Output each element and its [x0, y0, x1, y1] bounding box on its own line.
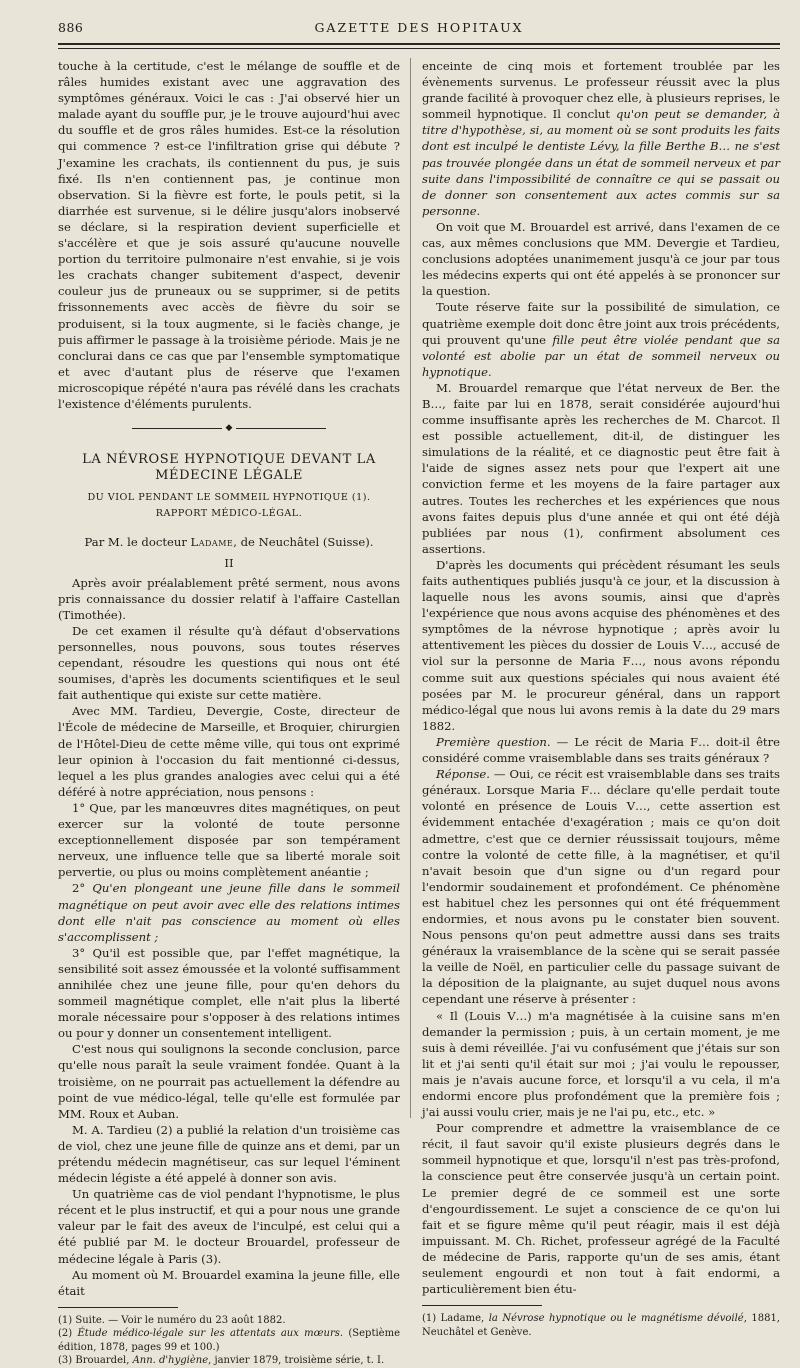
paragraph: Première question. — Le récit de Maria F… doit-il être considéré comme vraisemblable dans ses traits généraux ?: [422, 734, 780, 766]
right-column: [422, 58, 780, 1339]
column-divider: [410, 58, 411, 1118]
footnote: (1) Suite. — Voir le numéro du 23 août 1882.: [58, 1314, 286, 1326]
left-column: [58, 58, 400, 1368]
paragraph: D'après les documents qui précèdent résumant les seuls faits authentiques publiés jusqu'à ce jour, et la discussion à laquelle nous les avons soumis, ainsi que d'après l'expérience que nous avons acquise des phénomènes et des symptômes de la névrose hypnotique ; après avoir lu attentivement les pièces du dossier de Louis V…, accusé de viol sur la personne de Maria F…, nous avons répondu comme suit aux questions spéciales qui nous avaient été posées par M. le procureur général, dans un rapport médico-légal que nous lui avons remis à la date du 29 mars 1882.: [422, 557, 780, 733]
paragraph: M. Brouardel remarque que l'état nerveux de Ber. the B…, faite par lui en 1878, serait considérée aujourd'hui comme insuffisante après les recherches de M. Charcot. Il est possible actuellement, dit-il, de distinguer les simulations de la réalité, et ce diagnostic peut être fait à l'aide de signes assez nets pour que l'expert ait une conviction ferme et les moyens de la faire partager aux autres. Toutes les recherches et les expériences que nous avons faites depuis plus d'une année et qui ont été déjà publiées par nous (1), confirment absolument ces assertions.: [422, 380, 780, 556]
footnote-rule: [58, 1307, 178, 1308]
paragraph: Toute réserve faite sur la possibilité de simulation, ce quatrième exemple doit donc être joint aux trois précédents, qui prouvent qu'une fille peut être violée pendant que sa volonté est abolie par un état de sommeil nerveux ou hypnotique.: [422, 300, 780, 379]
author-name: Ladame: [190, 535, 234, 550]
quotation: « Il (Louis V…) m'a magnétisée à la cuisine sans m'en demander la permission ; puis, à un certain moment, je me suis à demi réveillée. J'ai vu confusément que j'étais sur son lit et j'ai senti qu'il était sur moi ; j'ai voulu le repousser, mais je n'avais aucune force, et lorsqu'il a vu cela, il m'a endormi encore plus profondément que la première fois ; j'ai aussi voulu crier, mais je ne l'ai pu, etc., etc. »: [422, 1008, 780, 1120]
paragraph: On voit que M. Brouardel est arrivé, dans l'examen de ce cas, aux mêmes conclusions que MM. Devergie et Tardieu, conclusions adoptées unanimement jusqu'à ce jour par tous les médecins experts qui ont été appelés à se prononcer sur la question.: [422, 219, 780, 299]
byline: Par M. le docteur Ladame, de Neuchâtel (Suisse).: [84, 535, 374, 550]
paragraph: De cet examen il résulte qu'à défaut d'observations personnelles, nous pouvons, sous toutes réserves cependant, résoudre les questions qui nous ont été soumises, d'après les documents scientifiques et le seul fait authentique qui existe sur cette matière.: [58, 623, 400, 703]
footnote-rule: [422, 1305, 542, 1306]
paragraph: enceinte de cinq mois et fortement troublée par les évènements survenus. Le professeur réussit avec la plus grande facilité à provoquer chez elle, à plusieurs reprises, le sommeil hypnotique. Il conclut qu'on peut se demander, à titre d'hypothèse, si, au moment où se sont produits les faits dont est inculpé le dentiste Lévy, la fille Berthe B… ne s'est pas trouvée plongée dans un état de sommeil nerveux et par suite dans l'impossibilité de connaître ce qui se passait ou de donner son consentement aux actes commis sur sa personne.: [422, 59, 780, 218]
diamond-ornament-icon: ◆: [225, 423, 233, 434]
paragraph: Au moment où M. Brouardel examina la jeune fille, elle était: [58, 1267, 400, 1298]
paragraph: 3° Qu'il est possible que, par l'effet magnétique, la sensibilité soit assez émoussée et la volonté suffisamment annihilée chez une jeune fille, pour qu'en dehors du sommeil magnétique complet, elle n'ait plus la liberté morale nécessaire pour s'opposer à des relations intimes ou pour y donner un consentement intelligent.: [58, 945, 400, 1041]
page-number: 886: [58, 20, 84, 35]
article-subtitle: DU VIOL PENDANT LE SOMMEIL HYPNOTIQUE (1).: [87, 492, 371, 504]
footnote: (1) Ladame, la Névrose hypnotique ou le magnétisme dévoilé, 1881, Neuchâtel et Genève.: [422, 1313, 780, 1338]
section-number: II: [224, 555, 234, 570]
page-header: [58, 20, 780, 42]
paragraph: Pour comprendre et admettre la vraisemblance de ce récit, il faut savoir qu'il existe plusieurs degrés dans le sommeil hypnotique et que, lorsqu'il n'est pas très-profond, la conscience peut être conservée jusqu'à un certain point. Le premier degré de ce sommeil est une sorte d'engourdissement. Le sujet a conscience de ce qu'on lui fait et se figure même qu'il peut réagir, mais il est déjà impuissant. M. Ch. Richet, professeur agrégé de la Faculté de médecine de Paris, rapporte qu'un de ses amis, étant seulement engourdi et non tout à fait endormi, a particulièrement bien étu-: [422, 1121, 780, 1297]
article-title: LA NÉVROSE HYPNOTIQUE DEVANT LA MÉDECINE LÉGALE: [82, 452, 376, 484]
footnote: (2) Étude médico-légale sur les attentats aux mœurs. (Septième édition, 1878, pages 99 et 100.): [58, 1328, 400, 1353]
paragraph: M. A. Tardieu (2) a publié la relation d'un troisième cas de viol, chez une jeune fille de quinze ans et demi, par un prétendu médecin magnétiseur, cas sur lequel l'éminent médecin légiste a été appelé à donner son avis.: [58, 1122, 400, 1186]
paragraph: touche à la certitude, c'est le mélange de souffle et de râles humides existant avec une aggravation des symptômes généraux. Voici le cas : J'ai observé hier un malade ayant du souffle pur, je le trouve aujourd'hui avec du souffle et de gros râles humides. Est-ce la résolution qui commence ? est-ce l'infiltration grise qui débute ? J'examine les crachats, ils contiennent du pus, je suis fixé. Ils n'en contiennent pas, je continue mon observation. Si la fièvre est forte, le pouls petit, si la diarrhée est survenue, si le délire jusqu'alors inobservé se déclare, si la respiration devient superficielle et s'accélère et que je sois assuré qu'aucune nouvelle portion du territoire pulmonaire n'est envahie, si je vois les crachats changer subitement d'aspect, devenir couleur jus de pruneaux ou se supprimer, si de petits frissonnements avec accès de fièvre du soir se produisent, si la toux augmente, si le faciès change, je puis affirmer le passage à la troisième période. Mais je ne conclurai dans ce cas que par l'ensemble symptomatique et avec d'autant plus de réserve que l'examen microscopique répété n'aura pas révélé dans les crachats l'existence d'éléments purulents.: [58, 59, 400, 411]
paragraph: Avec MM. Tardieu, Devergie, Coste, directeur de l'École de médecine de Marseille, et Broquier, chirurgien de l'Hôtel-Dieu de cette même ville, qui tous ont exprimé leur opinion à l'occasion du fait mentionné ci-dessus, lequel a les plus grandes analogies avec celui qui a été déféré à notre appréciation, nous pensons :: [58, 704, 400, 799]
article-subtitle-report: RAPPORT MÉDICO-LÉGAL.: [155, 508, 303, 520]
header-rule-thick: [58, 43, 780, 45]
paragraph: Un quatrième cas de viol pendant l'hypnotisme, le plus récent et le plus instructif, et qui a pour nous une grande valeur par le fait des aveux de l'inculpé, est celui qui a été publié par M. le docteur Brouardel, professeur de médecine légale à Paris (3).: [58, 1187, 400, 1266]
paragraph: 1° Que, par les manœuvres dites magnétiques, on peut exercer sur la volonté de toute personne exceptionnellement disposée par son tempérament nerveux, une influence telle que sa liberté morale soit pervertie, ou plus ou moins complètement anéantie ;: [58, 800, 400, 880]
section-separator: [58, 422, 400, 434]
footnote: (3) Brouardel, Ann. d'hygiène, janvier 1879, troisième série, t. I.: [58, 1355, 385, 1367]
running-head: GAZETTE DES HOPITAUX: [314, 20, 524, 35]
header-rule-thin: [58, 48, 780, 49]
paragraph: Réponse. — Oui, ce récit est vraisemblable dans ses traits généraux. Lorsque Maria F… déclare qu'elle perdait toute volonté en présence de Louis V…, cette assertion est évidemment entachée d'exagération ; mais ce qu'on doit admettre, c'est que ce dernier réussissait toujours, même contre la volonté de cette fille, à la magnétiser, et qu'il n'avait besoin que d'un signe ou d'un regard pour l'endormir soudainement et profondément. Ce phénomène est habituel chez les personnes qui ont été fréquemment endormies, et nous avons pu le constater bien souvent. Nous pensons qu'on peut admettre aussi dans ses traits généraux la vraisemblance de la scène qui se serait passée la veille de Noël, en particulier celle du passage suivant de la déposition de la plaignante, au sujet duquel nous avons cependant une réserve à présenter :: [422, 767, 780, 1007]
paragraph: 2° Qu'en plongeant une jeune fille dans le sommeil magnétique on peut avoir avec elle des relations intimes dont elle n'ait pas conscience au moment où elles s'accomplissent ;: [58, 881, 400, 944]
paragraph: C'est nous qui soulignons la seconde conclusion, parce qu'elle nous paraît la seule vraiment fondée. Quant à la troisième, on ne pourrait pas actuellement la défendre au point de vue médico-légal, telle qu'elle est formulée par MM. Roux et Auban.: [58, 1042, 400, 1121]
paragraph: Après avoir préalablement prêté serment, nous avons pris connaissance du dossier relatif à l'affaire Castellan (Timothée).: [58, 575, 400, 622]
